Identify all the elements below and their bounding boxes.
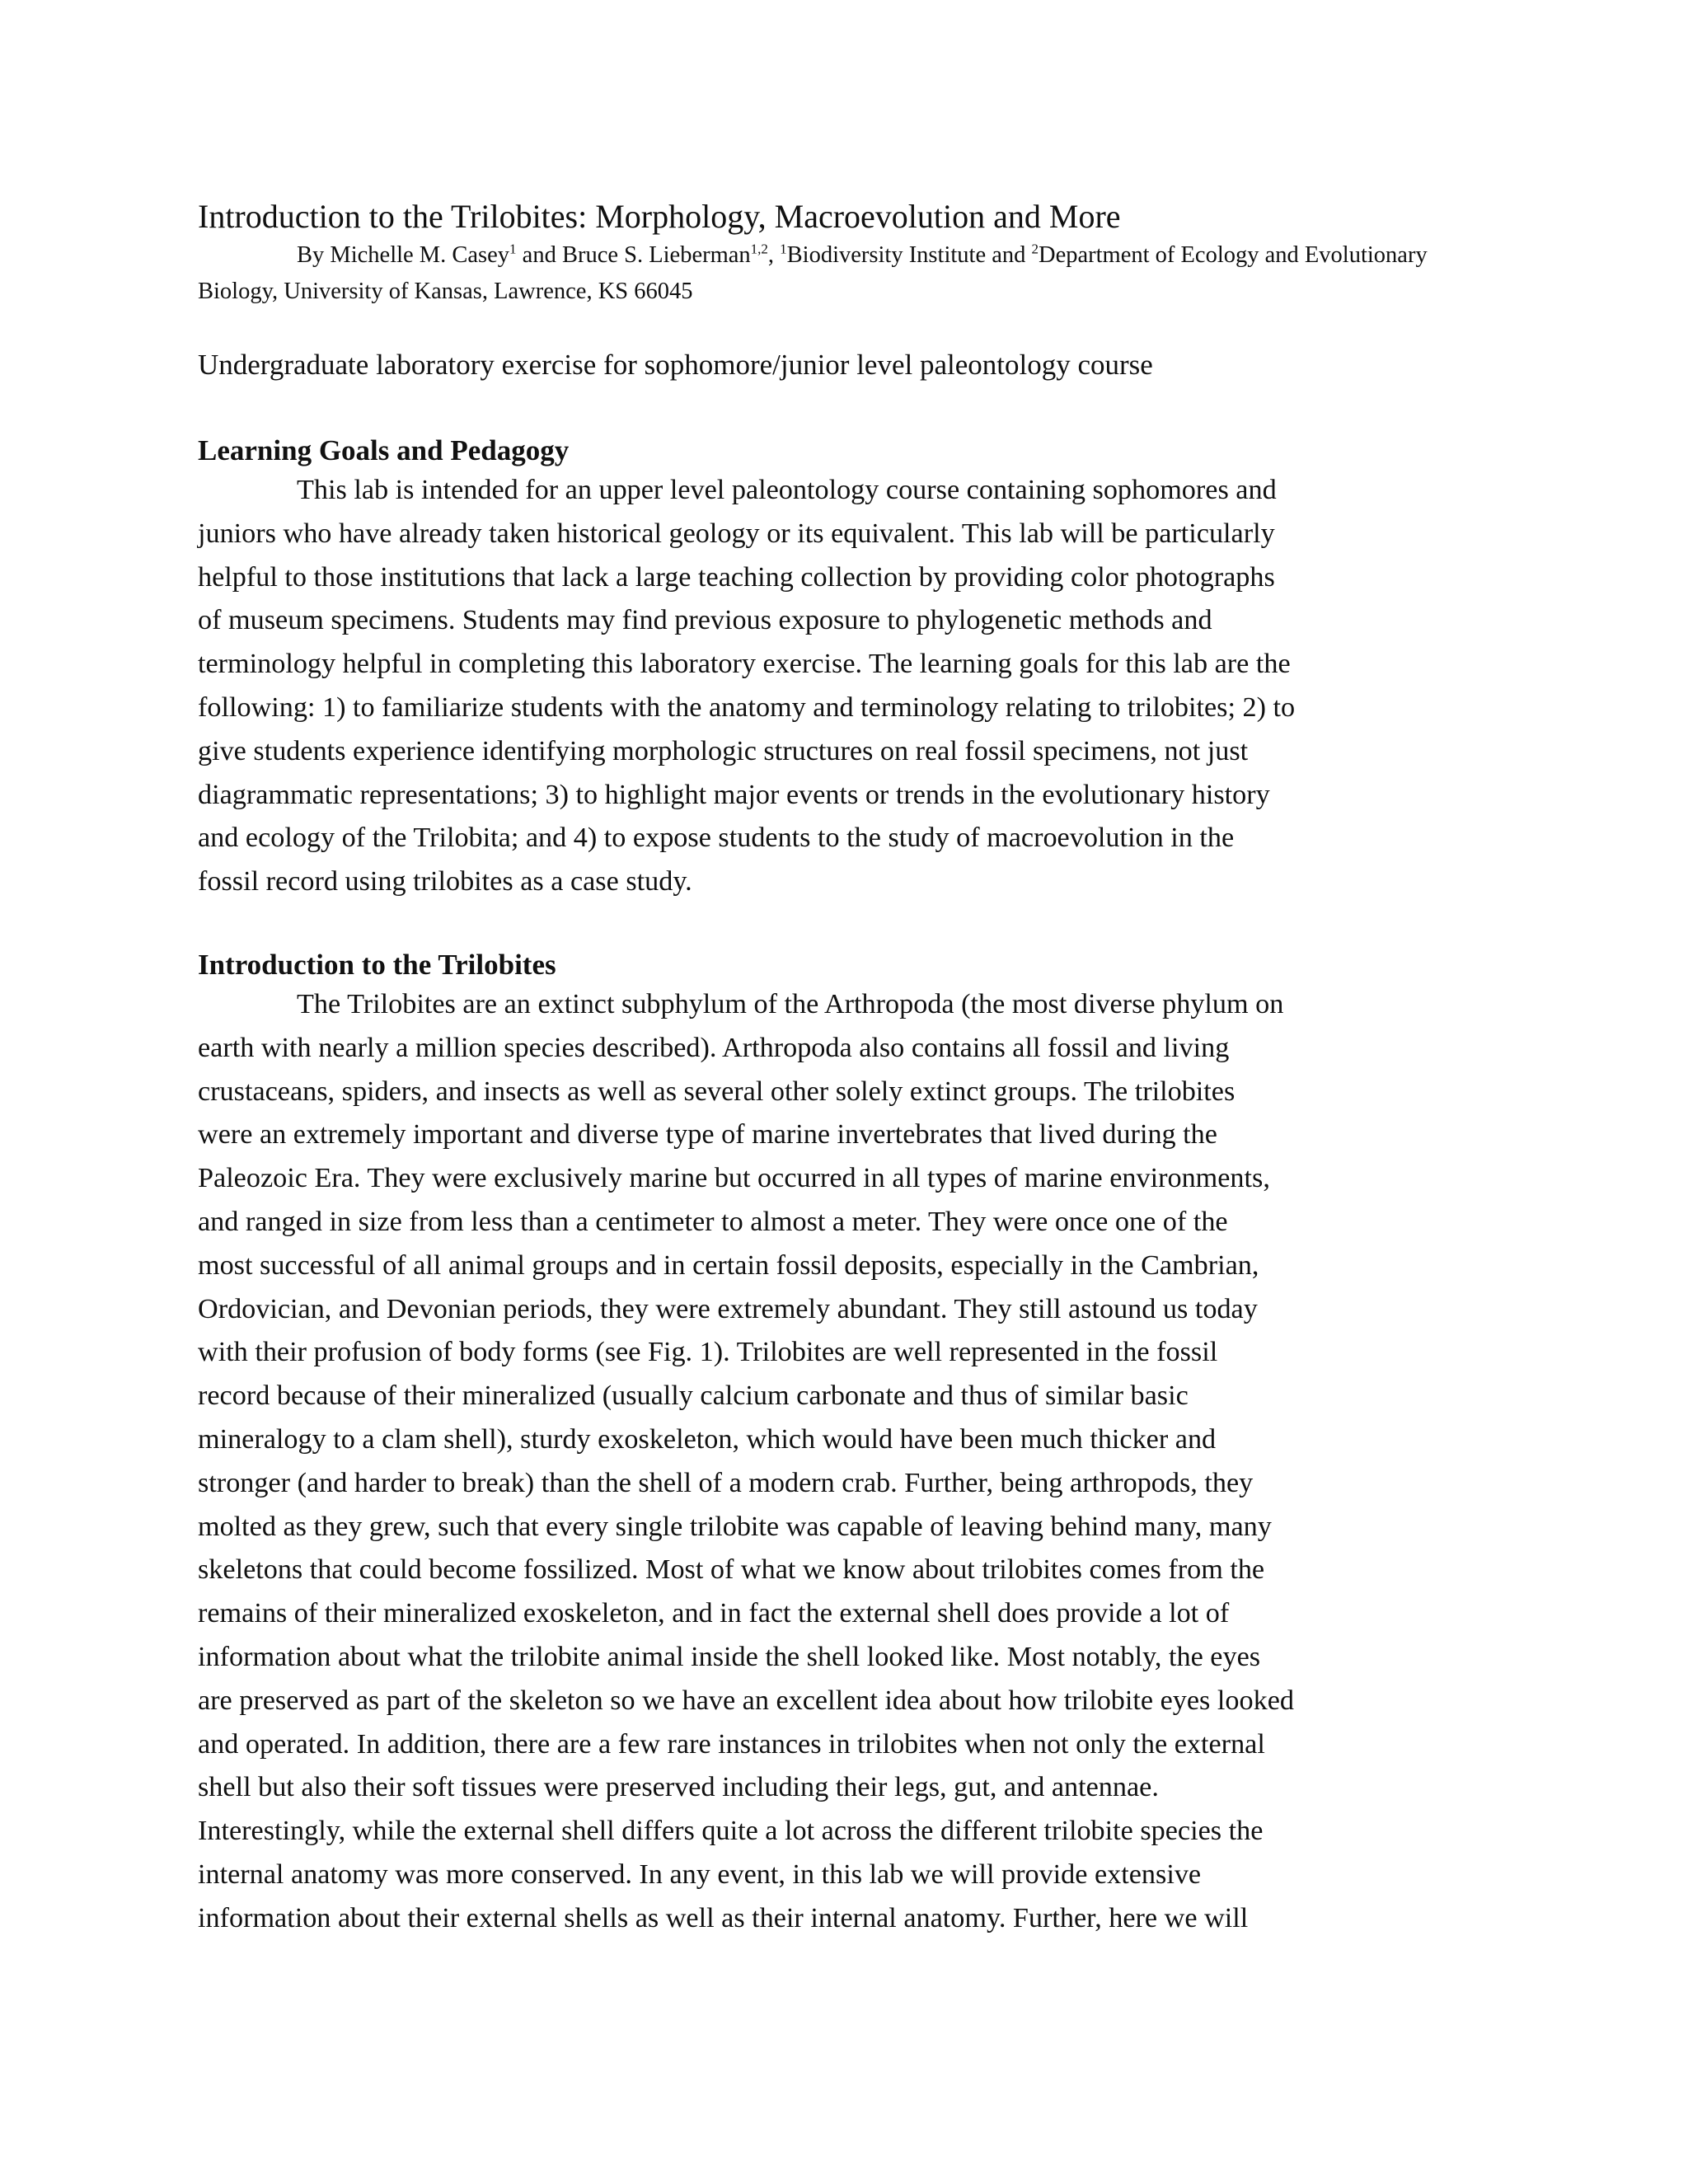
- paragraph-line: skeletons that could become fossilized. Most of what we know about trilobites comes from the: [198, 1554, 1265, 1586]
- author-line: [198, 237, 1484, 310]
- paragraph-line: are preserved as part of the skeleton so we have an excellent idea about how trilobite eyes looked: [198, 1685, 1294, 1716]
- paragraph-line: stronger (and harder to break) than the shell of a modern crab. Further, being arthropods, they: [198, 1467, 1254, 1498]
- author-prefix: By Michelle M. Casey: [297, 242, 510, 268]
- paragraph-line: Paleozoic Era. They were exclusively marine but occurred in all types of marine environments,: [198, 1163, 1270, 1194]
- paragraph-line: record because of their mineralized (usually calcium carbonate and thus of similar basic: [198, 1380, 1189, 1412]
- paragraph-line: information about what the trilobite animal inside the shell looked like. Most notably, the eyes: [198, 1641, 1261, 1672]
- paragraph-line: fossil record using trilobites as a case study.: [198, 866, 692, 898]
- paragraph-line: terminology helpful in completing this laboratory exercise. The learning goals for this lab are the: [198, 649, 1291, 680]
- paragraph-line: give students experience identifying morphologic structures on real fossil specimens, not just: [198, 735, 1249, 766]
- document-subtitle: Undergraduate laboratory exercise for sophomore/junior level paleontology course: [198, 349, 1153, 381]
- author-superscript: 1: [509, 241, 517, 257]
- paragraph-line: crustaceans, spiders, and insects as well as several other solely extinct groups. The trilobites: [198, 1076, 1236, 1107]
- paragraph-line: and ranged in size from less than a centimeter to almost a meter. They were once one of the: [198, 1206, 1228, 1237]
- paragraph-line: with their profusion of body forms (see Fig. 1). Trilobites are well represented in the fossil: [198, 1337, 1218, 1368]
- paragraph-line: Ordovician, and Devonian periods, they were extremely abundant. They still astound us today: [198, 1293, 1258, 1324]
- author-superscript: 1,2: [750, 241, 768, 257]
- paragraph-line: following: 1) to familiarize students with the anatomy and terminology relating to trilobites; 2) to: [198, 691, 1296, 723]
- author-separator: ,: [767, 242, 781, 268]
- paragraph-line: helpful to those institutions that lack a large teaching collection by providing color photographs: [198, 561, 1275, 593]
- affiliation-2: Department of Ecology and Evolutionary Biology, University of Kansas, Lawrence, KS 66045: [198, 242, 1428, 304]
- affiliation-superscript: 2: [1031, 241, 1039, 257]
- section-heading-introduction: Introduction to the Trilobites: [198, 948, 556, 981]
- paragraph-line: internal anatomy was more conserved. In any event, in this lab we will provide extensive: [198, 1858, 1202, 1890]
- paragraph-line: The Trilobites are an extinct subphylum of the Arthropoda (the most diverse phylum on: [297, 988, 1284, 1019]
- author-mid: and Bruce S. Lieberman: [516, 242, 751, 268]
- document-title: Introduction to the Trilobites: Morphology, Macroevolution and More: [198, 198, 1121, 235]
- paragraph-line: This lab is intended for an upper level paleontology course containing sophomores and: [297, 475, 1277, 505]
- affiliation-superscript: 1: [780, 241, 787, 257]
- paragraph-learning-goals: [198, 469, 1484, 904]
- paragraph-line: of museum specimens. Students may find previous exposure to phylogenetic methods and: [198, 605, 1212, 636]
- paragraph-line: most successful of all animal groups and in certain fossil deposits, especially in the Cambrian,: [198, 1249, 1259, 1281]
- paragraph-line: information about their external shells as well as their internal anatomy. Further, here we will: [198, 1902, 1249, 1933]
- paragraph-line: Interestingly, while the external shell differs quite a lot across the different trilobite species the: [198, 1816, 1264, 1847]
- paragraph-line: juniors who have already taken historical geology or its equivalent. This lab will be particularly: [198, 518, 1275, 549]
- paragraph-line: were an extremely important and diverse type of marine invertebrates that lived during the: [198, 1119, 1217, 1151]
- paragraph-line: and ecology of the Trilobita; and 4) to expose students to the study of macroevolution in the: [198, 823, 1235, 854]
- paragraph-line: and operated. In addition, there are a few rare instances in trilobites when not only the external: [198, 1728, 1265, 1760]
- paragraph-line: molted as they grew, such that every single trilobite was capable of leaving behind many, many: [198, 1511, 1272, 1542]
- document-page: [198, 196, 1484, 1941]
- paragraph-line: diagrammatic representations; 3) to highlight major events or trends in the evolutionary history: [198, 779, 1270, 810]
- paragraph-line: earth with nearly a million species described). Arthropoda also contains all fossil and living: [198, 1032, 1230, 1063]
- affiliation-1: Biodiversity Institute and: [786, 242, 1032, 268]
- paragraph-introduction: [198, 983, 1484, 1941]
- paragraph-line: shell but also their soft tissues were preserved including their legs, gut, and antennae.: [198, 1772, 1159, 1803]
- paragraph-line: remains of their mineralized exoskeleton, and in fact the external shell does provide a lot of: [198, 1598, 1230, 1629]
- paragraph-line: mineralogy to a clam shell), sturdy exoskeleton, which would have been much thicker and: [198, 1423, 1217, 1455]
- section-heading-learning-goals: Learning Goals and Pedagogy: [198, 434, 570, 466]
